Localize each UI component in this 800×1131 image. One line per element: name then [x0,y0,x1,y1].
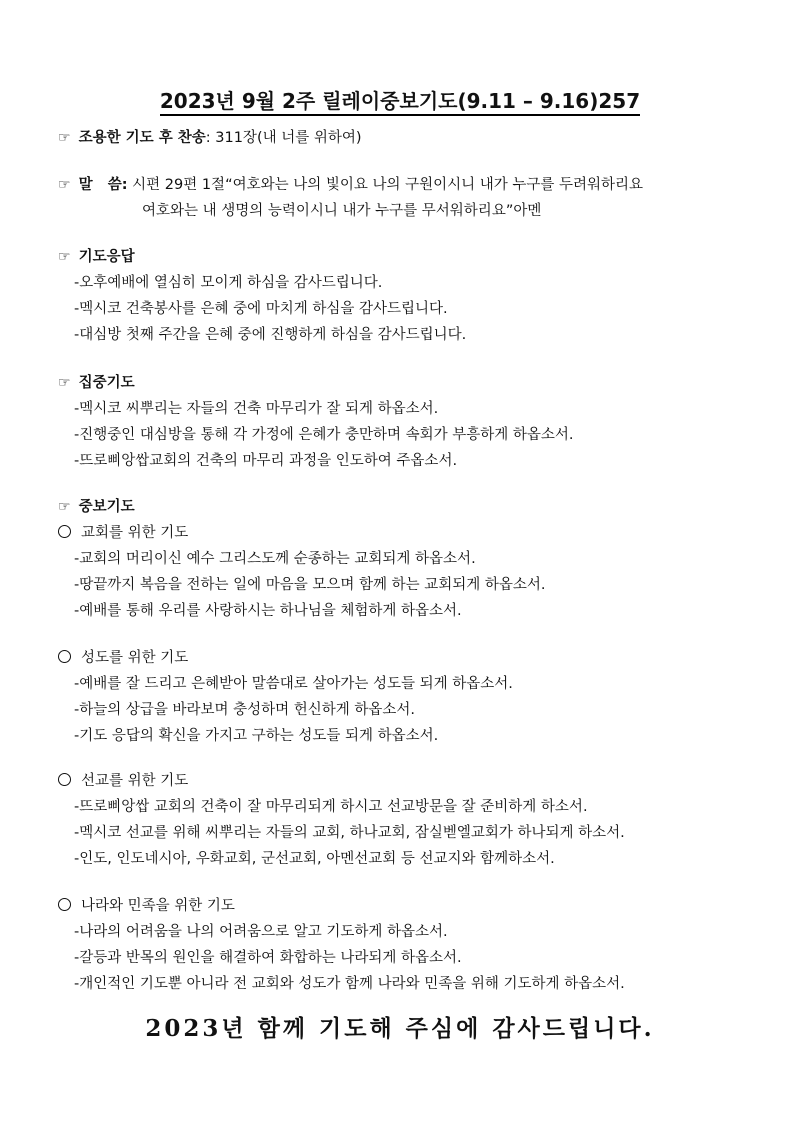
circle-bullet-icon [58,773,71,786]
hymn-text: : 311장(내 너를 위하여) [205,130,362,146]
group-title-text: 나라와 민족을 위한 기도 [81,898,235,914]
pointing-hand-icon: ☞ [58,499,71,515]
list-item: -멕시코 씨뿌리는 자들의 건축 마무리가 잘 되게 하옵소서. [74,401,439,417]
list-item: -예배를 통해 우리를 사랑하시는 하나님을 체험하게 하옵소서. [74,603,462,619]
closing-message: 2023년 함께 기도해 주심에 감사드립니다. [145,1015,655,1042]
group-title-saints [58,645,778,671]
list-item: -대심방 첫째 주간을 은혜 중에 진행하게 하심을 감사드립니다. [74,327,467,343]
hymn-section [58,125,778,151]
list-item: -뜨로삐앙쌉교회의 건축의 마무리 과정을 인도하여 주옵소서. [74,453,458,469]
scripture-text-1: 시편 29편 1절“여호와는 나의 빛이요 나의 구원이시니 내가 누구를 두려워하리요 [132,177,644,193]
circle-bullet-icon [58,898,71,911]
group-mission [58,768,778,872]
hymn-line [58,125,778,151]
focus-section [58,370,778,474]
list-item: -기도 응답의 확신을 가지고 구하는 성도들 되게 하옵소서. [74,728,439,744]
list-item: -교회의 머리이신 예수 그리스도께 순종하는 교회되게 하옵소서. [74,551,476,567]
group-title-mission [58,768,778,794]
answers-heading: 기도응답 [78,249,135,265]
page-title [0,85,800,114]
pointing-hand-icon: ☞ [58,177,71,193]
group-saints [58,645,778,749]
list-item: -진행중인 대심방을 통해 각 가정에 은혜가 충만하며 속회가 부흥하게 하옵소서. [74,427,574,443]
intercession-section [58,494,778,624]
scripture-label: 말 씀: [78,177,128,193]
circle-bullet-icon [58,650,71,663]
pointing-hand-icon: ☞ [58,249,71,265]
pointing-hand-icon: ☞ [58,375,71,391]
answers-heading-line [58,244,778,270]
list-item: -뜨로삐앙쌉 교회의 건축이 잘 마무리되게 하시고 선교방문을 잘 준비하게 하소서. [74,799,588,815]
hymn-label: 조용한 기도 후 찬송 [78,130,206,146]
list-item: -멕시코 건축봉사를 은혜 중에 마치게 하심을 감사드립니다. [74,301,448,317]
list-item: -오후예배에 열심히 모이게 하심을 감사드립니다. [74,275,383,291]
group-title-text: 성도를 위한 기도 [81,650,189,666]
intercession-heading: 중보기도 [78,499,135,515]
group-title-text: 선교를 위한 기도 [81,773,189,789]
answers-section [58,244,778,348]
focus-heading: 집중기도 [78,375,135,391]
group-nation [58,893,778,997]
group-title-church [58,520,778,546]
pointing-hand-icon: ☞ [58,130,71,146]
list-item: -갈등과 반목의 원인을 해결하여 화합하는 나라되게 하옵소서. [74,950,462,966]
intercession-heading-line [58,494,778,520]
page-title-text: 2023년 9월 2주 릴레이중보기도(9.11 – 9.16)257 [160,89,640,116]
list-item: -땅끝까지 복음을 전하는 일에 마음을 모으며 함께 하는 교회되게 하옵소서. [74,577,546,593]
list-item: -멕시코 선교를 위해 씨뿌리는 자들의 교회, 하나교회, 잠실벧엘교회가 하나되게 하소서. [74,825,625,841]
scripture-line-1 [58,172,778,198]
list-item: -예배를 잘 드리고 은혜받아 말씀대로 살아가는 성도들 되게 하옵소서. [74,676,513,692]
scripture-line-2: 여호와는 내 생명의 능력이시니 내가 누구를 무서워하리요”아멘 [142,203,542,219]
list-item: -나라의 어려움을 나의 어려움으로 알고 기도하게 하옵소서. [74,924,448,940]
scripture-section [58,172,778,224]
list-item: -인도, 인도네시아, 우화교회, 군선교회, 아멘선교회 등 선교지와 함께하소서. [74,851,555,867]
group-title-text: 교회를 위한 기도 [81,525,189,541]
group-title-nation [58,893,778,919]
list-item: -개인적인 기도뿐 아니라 전 교회와 성도가 함께 나라와 민족을 위해 기도하게 하옵소서. [74,976,625,992]
focus-heading-line [58,370,778,396]
circle-bullet-icon [58,525,71,538]
list-item: -하늘의 상급을 바라보며 충성하며 헌신하게 하옵소서. [74,702,416,718]
